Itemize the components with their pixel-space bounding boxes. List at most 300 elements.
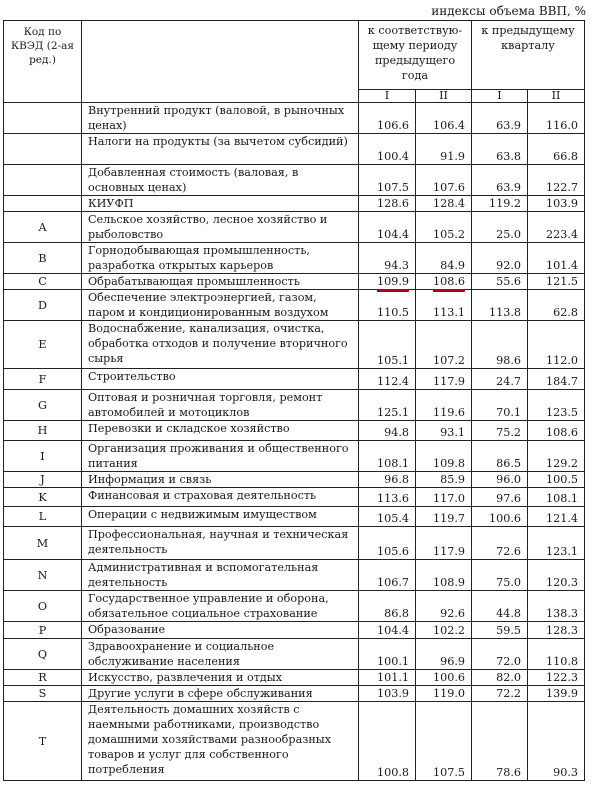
row-name bbox=[82, 134, 359, 165]
row-qoq-q2 bbox=[528, 103, 585, 134]
row-yoy-q1 bbox=[359, 441, 416, 472]
row-code bbox=[4, 622, 82, 639]
gdp-volume-index-table bbox=[3, 20, 585, 781]
row-code-text: B bbox=[38, 251, 47, 265]
row-yoy-q1-text: 112.4 bbox=[376, 375, 409, 388]
table-row bbox=[4, 290, 585, 321]
row-qoq-q1 bbox=[472, 165, 528, 196]
header-group-qoq: к предыдущему кварталу bbox=[472, 21, 585, 90]
table-row bbox=[4, 488, 585, 507]
row-qoq-q2 bbox=[528, 369, 585, 390]
row-yoy-q1 bbox=[359, 488, 416, 507]
row-yoy-q2 bbox=[416, 243, 472, 274]
row-qoq-q1-text: 63.9 bbox=[496, 119, 521, 132]
row-code bbox=[4, 321, 82, 369]
row-yoy-q2 bbox=[416, 212, 472, 243]
row-qoq-q2-text: 110.8 bbox=[545, 655, 578, 668]
row-yoy-q2 bbox=[416, 591, 472, 622]
row-qoq-q1-text: 63.9 bbox=[496, 181, 521, 194]
row-qoq-q2 bbox=[528, 243, 585, 274]
row-code-text: Q bbox=[37, 647, 48, 661]
row-yoy-q2-text: 100.6 bbox=[432, 671, 465, 684]
table-row bbox=[4, 591, 585, 622]
row-name-text: Искусство, развлечения и отдых bbox=[88, 671, 283, 684]
row-yoy-q1-text: 108.1 bbox=[376, 457, 409, 470]
row-qoq-q1 bbox=[472, 670, 528, 686]
row-yoy-q1-text: 100.8 bbox=[376, 766, 409, 779]
row-yoy-q1 bbox=[359, 527, 416, 560]
row-name-text: Внутренний продукт (валовой, в рыночных ценах) bbox=[88, 104, 345, 132]
row-yoy-q2 bbox=[416, 488, 472, 507]
row-qoq-q1 bbox=[472, 243, 528, 274]
table-row bbox=[4, 421, 585, 441]
row-yoy-q1-text: 113.6 bbox=[376, 492, 409, 505]
row-yoy-q2-text: 102.2 bbox=[432, 624, 465, 637]
row-qoq-q2 bbox=[528, 702, 585, 781]
row-qoq-q1 bbox=[472, 103, 528, 134]
row-yoy-q2-text: 105.2 bbox=[432, 228, 465, 241]
row-qoq-q1 bbox=[472, 639, 528, 670]
row-qoq-q2-text: 223.4 bbox=[545, 228, 578, 241]
row-yoy-q1 bbox=[359, 103, 416, 134]
row-yoy-q1-text: 109.9 bbox=[376, 275, 409, 288]
row-yoy-q2-text: 109.8 bbox=[432, 457, 465, 470]
row-qoq-q1-text: 72.2 bbox=[496, 687, 521, 700]
row-name-text: Сельское хозяйство, лесное хозяйство и рыболовство bbox=[88, 213, 328, 241]
row-qoq-q1 bbox=[472, 488, 528, 507]
row-code bbox=[4, 103, 82, 134]
row-yoy-q1 bbox=[359, 507, 416, 527]
table-row bbox=[4, 134, 585, 165]
row-qoq-q1-text: 82.0 bbox=[496, 671, 521, 684]
row-yoy-q1-text: 128.6 bbox=[376, 197, 409, 210]
table-row bbox=[4, 243, 585, 274]
row-yoy-q2 bbox=[416, 390, 472, 421]
row-yoy-q2 bbox=[416, 560, 472, 591]
row-qoq-q2-text: 101.4 bbox=[545, 259, 578, 272]
row-name bbox=[82, 591, 359, 622]
row-code bbox=[4, 702, 82, 781]
header-yoy-q2: II bbox=[416, 90, 472, 103]
header-qoq-q1: I bbox=[472, 90, 528, 103]
row-name-text: Обеспечение электроэнергией, газом, паром и кондиционированным воздухом bbox=[88, 291, 329, 319]
row-code bbox=[4, 686, 82, 702]
row-code bbox=[4, 591, 82, 622]
row-name-text: Информация и связь bbox=[88, 473, 212, 486]
row-qoq-q1 bbox=[472, 390, 528, 421]
row-yoy-q2 bbox=[416, 670, 472, 686]
row-qoq-q1 bbox=[472, 441, 528, 472]
row-yoy-q1 bbox=[359, 560, 416, 591]
row-qoq-q2 bbox=[528, 560, 585, 591]
row-yoy-q1-text: 103.9 bbox=[376, 687, 409, 700]
row-name bbox=[82, 369, 359, 390]
row-yoy-q1-text: 101.1 bbox=[376, 671, 409, 684]
table-row bbox=[4, 165, 585, 196]
row-qoq-q1-text: 72.6 bbox=[496, 545, 521, 558]
row-qoq-q1 bbox=[472, 591, 528, 622]
row-yoy-q1-text: 105.6 bbox=[376, 545, 409, 558]
row-yoy-q2 bbox=[416, 421, 472, 441]
row-name bbox=[82, 670, 359, 686]
row-yoy-q2-text: 107.2 bbox=[432, 354, 465, 367]
row-qoq-q2-text: 139.9 bbox=[545, 687, 578, 700]
row-code-text: I bbox=[40, 449, 45, 463]
row-name bbox=[82, 686, 359, 702]
row-qoq-q2 bbox=[528, 290, 585, 321]
row-qoq-q2-text: 120.3 bbox=[545, 576, 578, 589]
row-qoq-q1-text: 59.5 bbox=[496, 624, 521, 637]
row-yoy-q2 bbox=[416, 527, 472, 560]
row-yoy-q1 bbox=[359, 369, 416, 390]
table-row bbox=[4, 196, 585, 212]
row-yoy-q2-text: 117.9 bbox=[432, 545, 465, 558]
row-yoy-q1 bbox=[359, 686, 416, 702]
row-name-text: Государственное управление и оборона, обязательное социальное страхование bbox=[88, 592, 329, 620]
table-row bbox=[4, 560, 585, 591]
row-yoy-q1 bbox=[359, 290, 416, 321]
row-qoq-q1-text: 70.1 bbox=[496, 406, 521, 419]
row-yoy-q2 bbox=[416, 472, 472, 488]
row-yoy-q1-text: 106.7 bbox=[376, 576, 409, 589]
row-yoy-q1-text: 105.1 bbox=[376, 354, 409, 367]
row-qoq-q2 bbox=[528, 165, 585, 196]
row-qoq-q2-text: 66.8 bbox=[553, 150, 578, 163]
row-code-text: C bbox=[38, 275, 47, 288]
row-code bbox=[4, 639, 82, 670]
row-yoy-q2 bbox=[416, 196, 472, 212]
header-code-column: Код по КВЭД (2-ая ред.) bbox=[4, 21, 82, 103]
row-name bbox=[82, 274, 359, 290]
row-qoq-q1-text: 98.6 bbox=[496, 354, 521, 367]
row-qoq-q2-text: 122.7 bbox=[545, 181, 578, 194]
row-name bbox=[82, 421, 359, 441]
row-name-text: Налоги на продукты (за вычетом субсидий) bbox=[88, 135, 348, 148]
row-yoy-q2-text: 117.0 bbox=[432, 492, 465, 505]
table-row bbox=[4, 472, 585, 488]
row-qoq-q2-text: 121.4 bbox=[545, 512, 578, 525]
row-code-text: E bbox=[38, 338, 47, 351]
row-code-text: M bbox=[36, 536, 49, 550]
row-code bbox=[4, 274, 82, 290]
row-yoy-q1 bbox=[359, 274, 416, 290]
row-qoq-q2 bbox=[528, 527, 585, 560]
row-yoy-q2 bbox=[416, 686, 472, 702]
row-name-text: Оптовая и розничная торговля, ремонт автомобилей и мотоциклов bbox=[88, 391, 323, 419]
row-qoq-q1 bbox=[472, 686, 528, 702]
row-qoq-q1-text: 25.0 bbox=[496, 228, 521, 241]
row-name bbox=[82, 390, 359, 421]
row-qoq-q2-text: 100.5 bbox=[545, 473, 578, 486]
row-yoy-q2-text: 93.1 bbox=[440, 426, 465, 439]
row-yoy-q2-text: 117.9 bbox=[432, 375, 465, 388]
row-qoq-q1-text: 63.8 bbox=[496, 150, 521, 163]
row-name-text: Здравоохранение и социальное обслуживание населения bbox=[88, 640, 275, 668]
row-qoq-q2 bbox=[528, 670, 585, 686]
row-name-text: КИУФП bbox=[88, 197, 134, 210]
row-yoy-q1 bbox=[359, 321, 416, 369]
table-row bbox=[4, 702, 585, 781]
row-yoy-q1-text: 96.8 bbox=[384, 473, 409, 486]
table-row bbox=[4, 321, 585, 369]
row-name-text: Профессиональная, научная и техническая деятельность bbox=[88, 528, 349, 556]
row-yoy-q2 bbox=[416, 702, 472, 781]
row-yoy-q1-text: 104.4 bbox=[376, 624, 409, 637]
table-row bbox=[4, 274, 585, 290]
table-row bbox=[4, 639, 585, 670]
row-yoy-q2 bbox=[416, 321, 472, 369]
row-code-text: S bbox=[38, 687, 47, 700]
row-qoq-q2-text: 116.0 bbox=[545, 119, 578, 132]
row-qoq-q2 bbox=[528, 507, 585, 527]
row-yoy-q1-text: 94.8 bbox=[384, 426, 409, 439]
row-yoy-q2 bbox=[416, 290, 472, 321]
row-qoq-q1 bbox=[472, 560, 528, 591]
table-row bbox=[4, 622, 585, 639]
row-name-text: Обрабатывающая промышленность bbox=[88, 275, 300, 288]
row-code bbox=[4, 670, 82, 686]
row-code bbox=[4, 507, 82, 527]
row-code-text: D bbox=[38, 298, 47, 312]
row-code bbox=[4, 390, 82, 421]
row-name-text: Деятельность домашних хозяйств с наемными работниками, производство домашними хозяйствами разнообразных товаров и услуг для собственного потребления bbox=[88, 703, 332, 776]
row-yoy-q1-text: 104.4 bbox=[376, 228, 409, 241]
row-name-text: Административная и вспомогательная деятельность bbox=[88, 561, 319, 589]
row-qoq-q2 bbox=[528, 472, 585, 488]
row-yoy-q1-text: 125.1 bbox=[376, 406, 409, 419]
row-qoq-q1-text: 72.0 bbox=[496, 655, 521, 668]
row-qoq-q2 bbox=[528, 196, 585, 212]
header-group-yoy: к соответствую-щему периоду предыдущего года bbox=[359, 21, 472, 90]
row-code bbox=[4, 369, 82, 390]
row-yoy-q2 bbox=[416, 507, 472, 527]
row-qoq-q2-text: 103.9 bbox=[545, 197, 578, 210]
row-qoq-q1 bbox=[472, 421, 528, 441]
row-yoy-q2-text: 96.9 bbox=[440, 655, 465, 668]
row-qoq-q2-text: 122.3 bbox=[545, 671, 578, 684]
row-code bbox=[4, 488, 82, 507]
row-code-text: G bbox=[38, 398, 47, 412]
row-yoy-q1 bbox=[359, 196, 416, 212]
row-qoq-q1-text: 92.0 bbox=[496, 259, 521, 272]
row-yoy-q2 bbox=[416, 134, 472, 165]
row-code-text: R bbox=[38, 671, 47, 684]
row-yoy-q1-text: 107.5 bbox=[376, 181, 409, 194]
row-qoq-q1 bbox=[472, 274, 528, 290]
row-yoy-q1 bbox=[359, 243, 416, 274]
row-qoq-q1 bbox=[472, 290, 528, 321]
row-yoy-q1 bbox=[359, 591, 416, 622]
row-code bbox=[4, 212, 82, 243]
row-yoy-q1-text: 86.8 bbox=[384, 607, 409, 620]
row-qoq-q2 bbox=[528, 686, 585, 702]
row-qoq-q2-text: 128.3 bbox=[545, 624, 578, 637]
row-code-text: F bbox=[38, 372, 47, 386]
row-yoy-q2-text: 85.9 bbox=[440, 473, 465, 486]
row-yoy-q1 bbox=[359, 212, 416, 243]
row-qoq-q1 bbox=[472, 622, 528, 639]
row-code-text: H bbox=[37, 424, 48, 437]
row-qoq-q1 bbox=[472, 702, 528, 781]
row-qoq-q2 bbox=[528, 639, 585, 670]
row-qoq-q2-text: 123.1 bbox=[545, 545, 578, 558]
row-name-text: Образование bbox=[88, 623, 166, 636]
row-name bbox=[82, 103, 359, 134]
row-yoy-q1-text: 94.3 bbox=[384, 259, 409, 272]
row-qoq-q1-text: 75.2 bbox=[496, 426, 521, 439]
row-name bbox=[82, 212, 359, 243]
row-name-text: Другие услуги в сфере обслуживания bbox=[88, 687, 313, 700]
table-row bbox=[4, 686, 585, 702]
row-yoy-q2-text: 108.6 bbox=[432, 275, 465, 288]
row-qoq-q2 bbox=[528, 622, 585, 639]
row-name bbox=[82, 290, 359, 321]
row-qoq-q2 bbox=[528, 591, 585, 622]
row-name-text: Организация проживания и общественного питания bbox=[88, 442, 349, 470]
row-qoq-q1-text: 113.8 bbox=[488, 306, 521, 319]
table-row bbox=[4, 103, 585, 134]
row-yoy-q1 bbox=[359, 134, 416, 165]
row-yoy-q2-text: 92.6 bbox=[440, 607, 465, 620]
row-qoq-q2 bbox=[528, 441, 585, 472]
row-qoq-q1-text: 75.0 bbox=[496, 576, 521, 589]
row-yoy-q2-text: 91.9 bbox=[440, 150, 465, 163]
row-yoy-q1-text: 105.4 bbox=[376, 512, 409, 525]
row-code bbox=[4, 134, 82, 165]
row-qoq-q2-text: 123.5 bbox=[545, 406, 578, 419]
row-name-text: Водоснабжение, канализация, очистка, обработка отходов и получение вторичного сырья bbox=[88, 322, 348, 365]
row-qoq-q1-text: 55.6 bbox=[496, 275, 521, 288]
row-yoy-q1 bbox=[359, 702, 416, 781]
row-qoq-q1 bbox=[472, 321, 528, 369]
row-yoy-q1 bbox=[359, 165, 416, 196]
unit-note: индексы объема ВВП, % bbox=[431, 4, 586, 18]
row-qoq-q1 bbox=[472, 472, 528, 488]
row-yoy-q2-text: 106.4 bbox=[432, 119, 465, 132]
row-code bbox=[4, 196, 82, 212]
row-qoq-q2 bbox=[528, 390, 585, 421]
row-qoq-q2 bbox=[528, 321, 585, 369]
row-qoq-q2-text: 90.3 bbox=[553, 766, 578, 779]
row-qoq-q1-text: 44.8 bbox=[496, 607, 521, 620]
row-name bbox=[82, 488, 359, 507]
row-qoq-q1 bbox=[472, 527, 528, 560]
row-yoy-q2 bbox=[416, 165, 472, 196]
row-name-text: Добавленная стоимость (валовая, в основных ценах) bbox=[88, 166, 299, 194]
row-yoy-q2 bbox=[416, 639, 472, 670]
row-code bbox=[4, 243, 82, 274]
row-yoy-q2 bbox=[416, 622, 472, 639]
row-yoy-q2-text: 107.5 bbox=[432, 766, 465, 779]
row-name bbox=[82, 639, 359, 670]
row-yoy-q2-text: 107.6 bbox=[432, 181, 465, 194]
row-yoy-q2 bbox=[416, 274, 472, 290]
table-row bbox=[4, 212, 585, 243]
row-code-text: A bbox=[38, 220, 47, 234]
row-code bbox=[4, 472, 82, 488]
row-name bbox=[82, 507, 359, 527]
row-yoy-q1-text: 100.4 bbox=[376, 150, 409, 163]
header-yoy-q1: I bbox=[359, 90, 416, 103]
row-yoy-q2 bbox=[416, 369, 472, 390]
row-qoq-q2 bbox=[528, 421, 585, 441]
row-yoy-q2 bbox=[416, 441, 472, 472]
row-qoq-q2-text: 121.5 bbox=[545, 275, 578, 288]
row-yoy-q2-text: 84.9 bbox=[440, 259, 465, 272]
row-name bbox=[82, 196, 359, 212]
row-name bbox=[82, 622, 359, 639]
row-code bbox=[4, 527, 82, 560]
row-yoy-q1-text: 106.6 bbox=[376, 119, 409, 132]
row-yoy-q1 bbox=[359, 670, 416, 686]
row-yoy-q2-text: 128.4 bbox=[432, 197, 465, 210]
table-row bbox=[4, 441, 585, 472]
row-code bbox=[4, 441, 82, 472]
row-yoy-q1 bbox=[359, 472, 416, 488]
row-code bbox=[4, 560, 82, 591]
row-yoy-q1 bbox=[359, 639, 416, 670]
row-qoq-q1 bbox=[472, 507, 528, 527]
row-code-text: T bbox=[38, 734, 47, 748]
row-name bbox=[82, 702, 359, 781]
row-name-text: Горнодобывающая промышленность, разработка открытых карьеров bbox=[88, 244, 310, 272]
row-qoq-q2-text: 184.7 bbox=[545, 375, 578, 388]
row-qoq-q1-text: 96.0 bbox=[496, 473, 521, 486]
row-name-text: Строительство bbox=[88, 370, 176, 383]
row-qoq-q1 bbox=[472, 369, 528, 390]
row-yoy-q2 bbox=[416, 103, 472, 134]
row-name bbox=[82, 472, 359, 488]
table-body bbox=[4, 103, 585, 781]
row-yoy-q2-text: 119.7 bbox=[432, 512, 465, 525]
row-code bbox=[4, 421, 82, 441]
row-name bbox=[82, 243, 359, 274]
row-name-text: Перевозки и складское хозяйство bbox=[88, 422, 290, 435]
header-qoq-q2: II bbox=[528, 90, 585, 103]
row-name bbox=[82, 527, 359, 560]
row-yoy-q1 bbox=[359, 421, 416, 441]
row-qoq-q2-text: 62.8 bbox=[553, 306, 578, 319]
row-code-text: P bbox=[38, 623, 47, 637]
row-yoy-q1-text: 110.5 bbox=[376, 306, 409, 319]
row-qoq-q1 bbox=[472, 212, 528, 243]
row-name bbox=[82, 441, 359, 472]
row-code-text: K bbox=[38, 490, 47, 504]
row-code-text: O bbox=[37, 599, 48, 613]
row-code bbox=[4, 165, 82, 196]
row-yoy-q2-text: 108.9 bbox=[432, 576, 465, 589]
table-row bbox=[4, 670, 585, 686]
row-qoq-q1-text: 100.6 bbox=[488, 512, 521, 525]
row-code bbox=[4, 290, 82, 321]
row-qoq-q2-text: 108.6 bbox=[545, 426, 578, 439]
table-row bbox=[4, 507, 585, 527]
row-qoq-q2 bbox=[528, 488, 585, 507]
row-qoq-q1-text: 78.6 bbox=[496, 766, 521, 779]
row-name-text: Операции с недвижимым имуществом bbox=[88, 508, 317, 521]
row-name bbox=[82, 321, 359, 369]
row-qoq-q1-text: 97.6 bbox=[496, 492, 521, 505]
table-row bbox=[4, 369, 585, 390]
row-qoq-q2-text: 138.3 bbox=[545, 607, 578, 620]
row-qoq-q1-text: 24.7 bbox=[496, 375, 521, 388]
row-qoq-q2-text: 129.2 bbox=[545, 457, 578, 470]
row-qoq-q2 bbox=[528, 134, 585, 165]
row-yoy-q2-text: 113.1 bbox=[432, 306, 465, 319]
row-qoq-q2 bbox=[528, 274, 585, 290]
row-qoq-q2 bbox=[528, 212, 585, 243]
row-qoq-q1-text: 119.2 bbox=[488, 197, 521, 210]
